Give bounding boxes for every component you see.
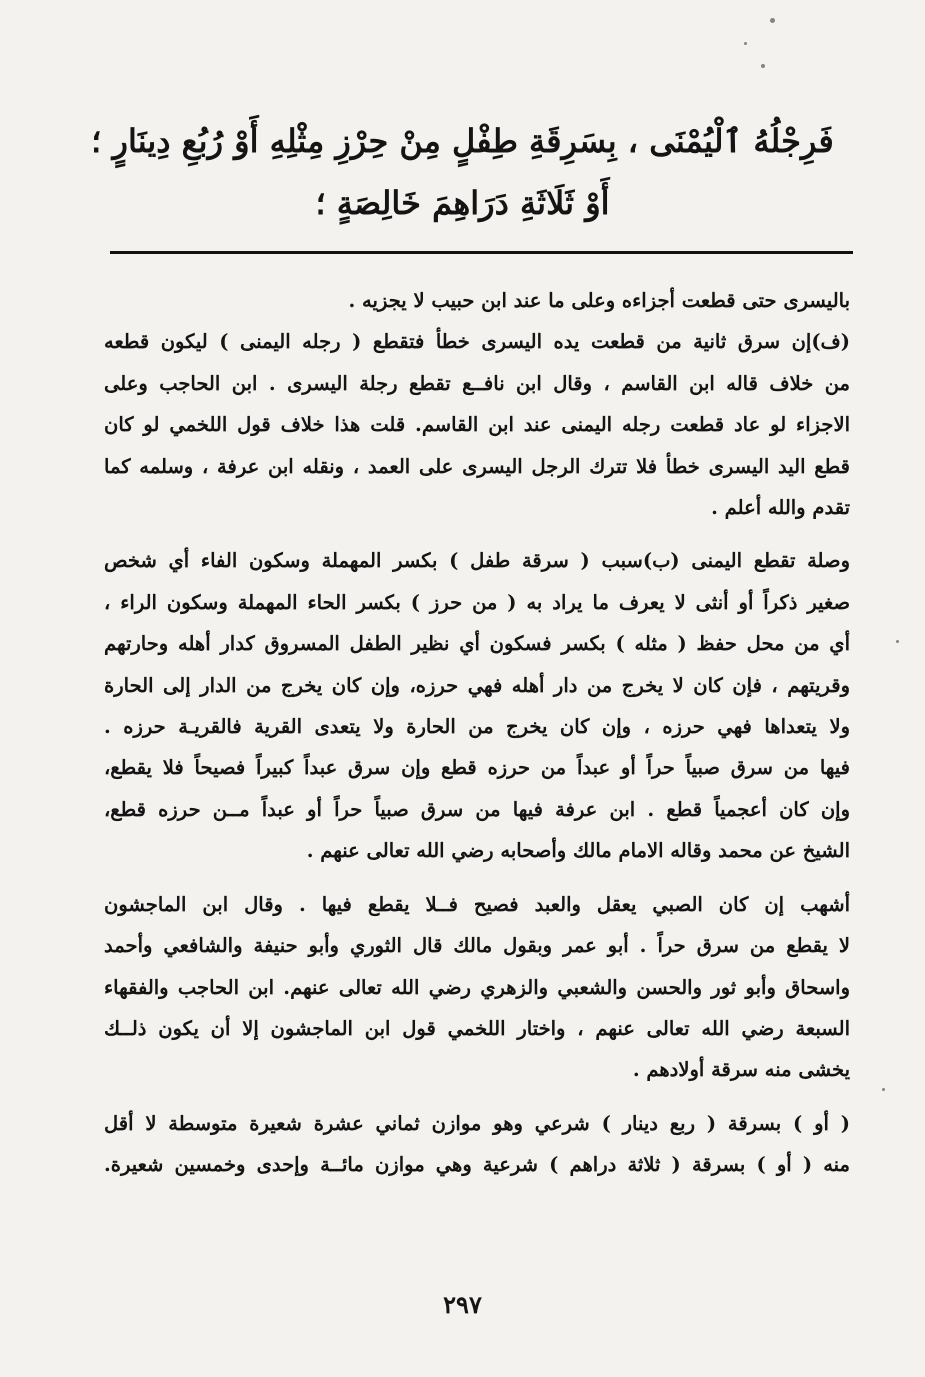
text-line: يخشى منه سرقة أولادهم . <box>632 1058 850 1082</box>
text-line: السبعة رضي الله تعالى عنهم ، واختار اللخمي قول ابن الماجشون إلا أن يكون ذلــك <box>104 1016 850 1040</box>
text-line: منه ( أو ) بسرقة ( ثلاثة دراهم ) شرعية وهي موازن مائــة وإحدى وخمسين شعيرة. <box>104 1153 850 1177</box>
text-line: وقريتهم ، فإن كان لا يخرج من دار أهله فهي حرزه، وإن كان يخرج من الدار إلى الحارة <box>104 673 850 697</box>
scan-speck <box>761 64 765 68</box>
text-line: وصلة تقطع اليمنى (ب)سبب ( سرقة طفل ) بكسر المهملة وسكون الفاء أي شخص <box>104 549 850 573</box>
verse-line-1: فَرِجْلُهُ ٱلْيُمْنَى ، بِسَرِقَةِ طِفْلٍ مِنْ حِرْزِ مِثْلِهِ أَوْ رُبُعِ دِينَارٍ ؛ <box>91 122 834 160</box>
text-line: فيها من سرق صبياً حراً أو عبداً من حرزه قطع وإن سرق عبداً كبيراً فصيحاً فلا يقطع، <box>104 756 850 780</box>
scan-speck <box>744 42 747 45</box>
text-line: أي من محل حفظ ( مثله ) بكسر فسكون أي نظير الطفل المسروق كدار أهله وحارتهم <box>104 632 850 656</box>
commentary-text <box>104 280 850 1186</box>
text-line: ولا يتعداها فهي حرزه ، وإن كان يخرج من الحارة ولا يتعدى القرية فالقريـة حرزه . <box>104 715 850 739</box>
header-divider <box>110 251 853 254</box>
scan-speck <box>896 640 899 643</box>
scan-speck <box>770 18 775 23</box>
verse-line-2: أَوْ ثَلَاثَةِ دَرَاهِمَ خَالِصَةٍ ؛ <box>315 184 610 222</box>
paragraph-4 <box>104 884 850 1091</box>
paragraph-gap <box>104 528 850 540</box>
paragraph-gap <box>104 872 850 884</box>
paragraph-3 <box>104 540 850 871</box>
text-line: تقدم والله أعلم . <box>711 496 850 520</box>
text-line: صغير ذكراً أو أنثى لا يعرف ما يراد به ( من حرز ) بكسر الحاء المهملة وسكون الراء ، <box>104 590 850 614</box>
text-line: الشيخ عن محمد وقاله الامام مالك وأصحابه رضي الله تعالى عنهم . <box>306 839 850 863</box>
text-line: وإن كان أعجمياً قطع . ابن عرفة فيها من سرق صبياً حراً أو عبداً مــن حرزه قطع، <box>104 797 850 821</box>
text-line: واسحاق وأبو ثور والحسن والشعبي والزهري رضي الله تعالى عنهم. ابن الحاجب والفقهاء <box>104 975 850 999</box>
paragraph-5 <box>104 1103 850 1186</box>
paragraph-gap <box>104 1091 850 1103</box>
text-line: باليسرى حتى قطعت أجزاءه وعلى ما عند ابن حبيب لا يجزيه . <box>348 289 850 312</box>
paragraph-1 <box>104 280 850 321</box>
text-line: أشهب إن كان الصبي يعقل والعبد فصيح فــلا يقطع فيها . وقال ابن الماجشون <box>104 892 850 916</box>
text-line: (ف)إن سرق ثانية من قطعت يده اليسرى خطأ فتقطع ( رجله اليمنى ) ليكون قطعه <box>104 330 850 354</box>
text-line: الاجزاء لو عاد قطعت رجله اليمنى عند ابن القاسم. قلت هذا خلاف قول اللخمي لو كان <box>104 413 850 437</box>
verse-header <box>70 110 855 234</box>
scan-speck <box>882 1088 885 1091</box>
page-number: ٢٩٧ <box>443 1290 482 1319</box>
paragraph-2 <box>104 321 850 528</box>
text-line: لا يقطع من سرق حراً . أبو عمر وبقول مالك قال الثوري وأبو حنيفة والشافعي وأحمد <box>104 934 850 958</box>
text-line: من خلاف قاله ابن القاسم ، وقال ابن نافــع تقطع رجلة اليسرى . ابن الحاجب وعلى <box>104 371 850 395</box>
text-line: قطع اليد اليسرى خطأ فلا تترك الرجل اليسرى على العمد ، ونقله ابن عرفة ، وسلمه كما <box>104 454 850 478</box>
text-line: ( أو ) بسرقة ( ربع دينار ) شرعي وهو موازن ثماني عشرة شعيرة متوسطة لا أقل <box>104 1111 850 1135</box>
